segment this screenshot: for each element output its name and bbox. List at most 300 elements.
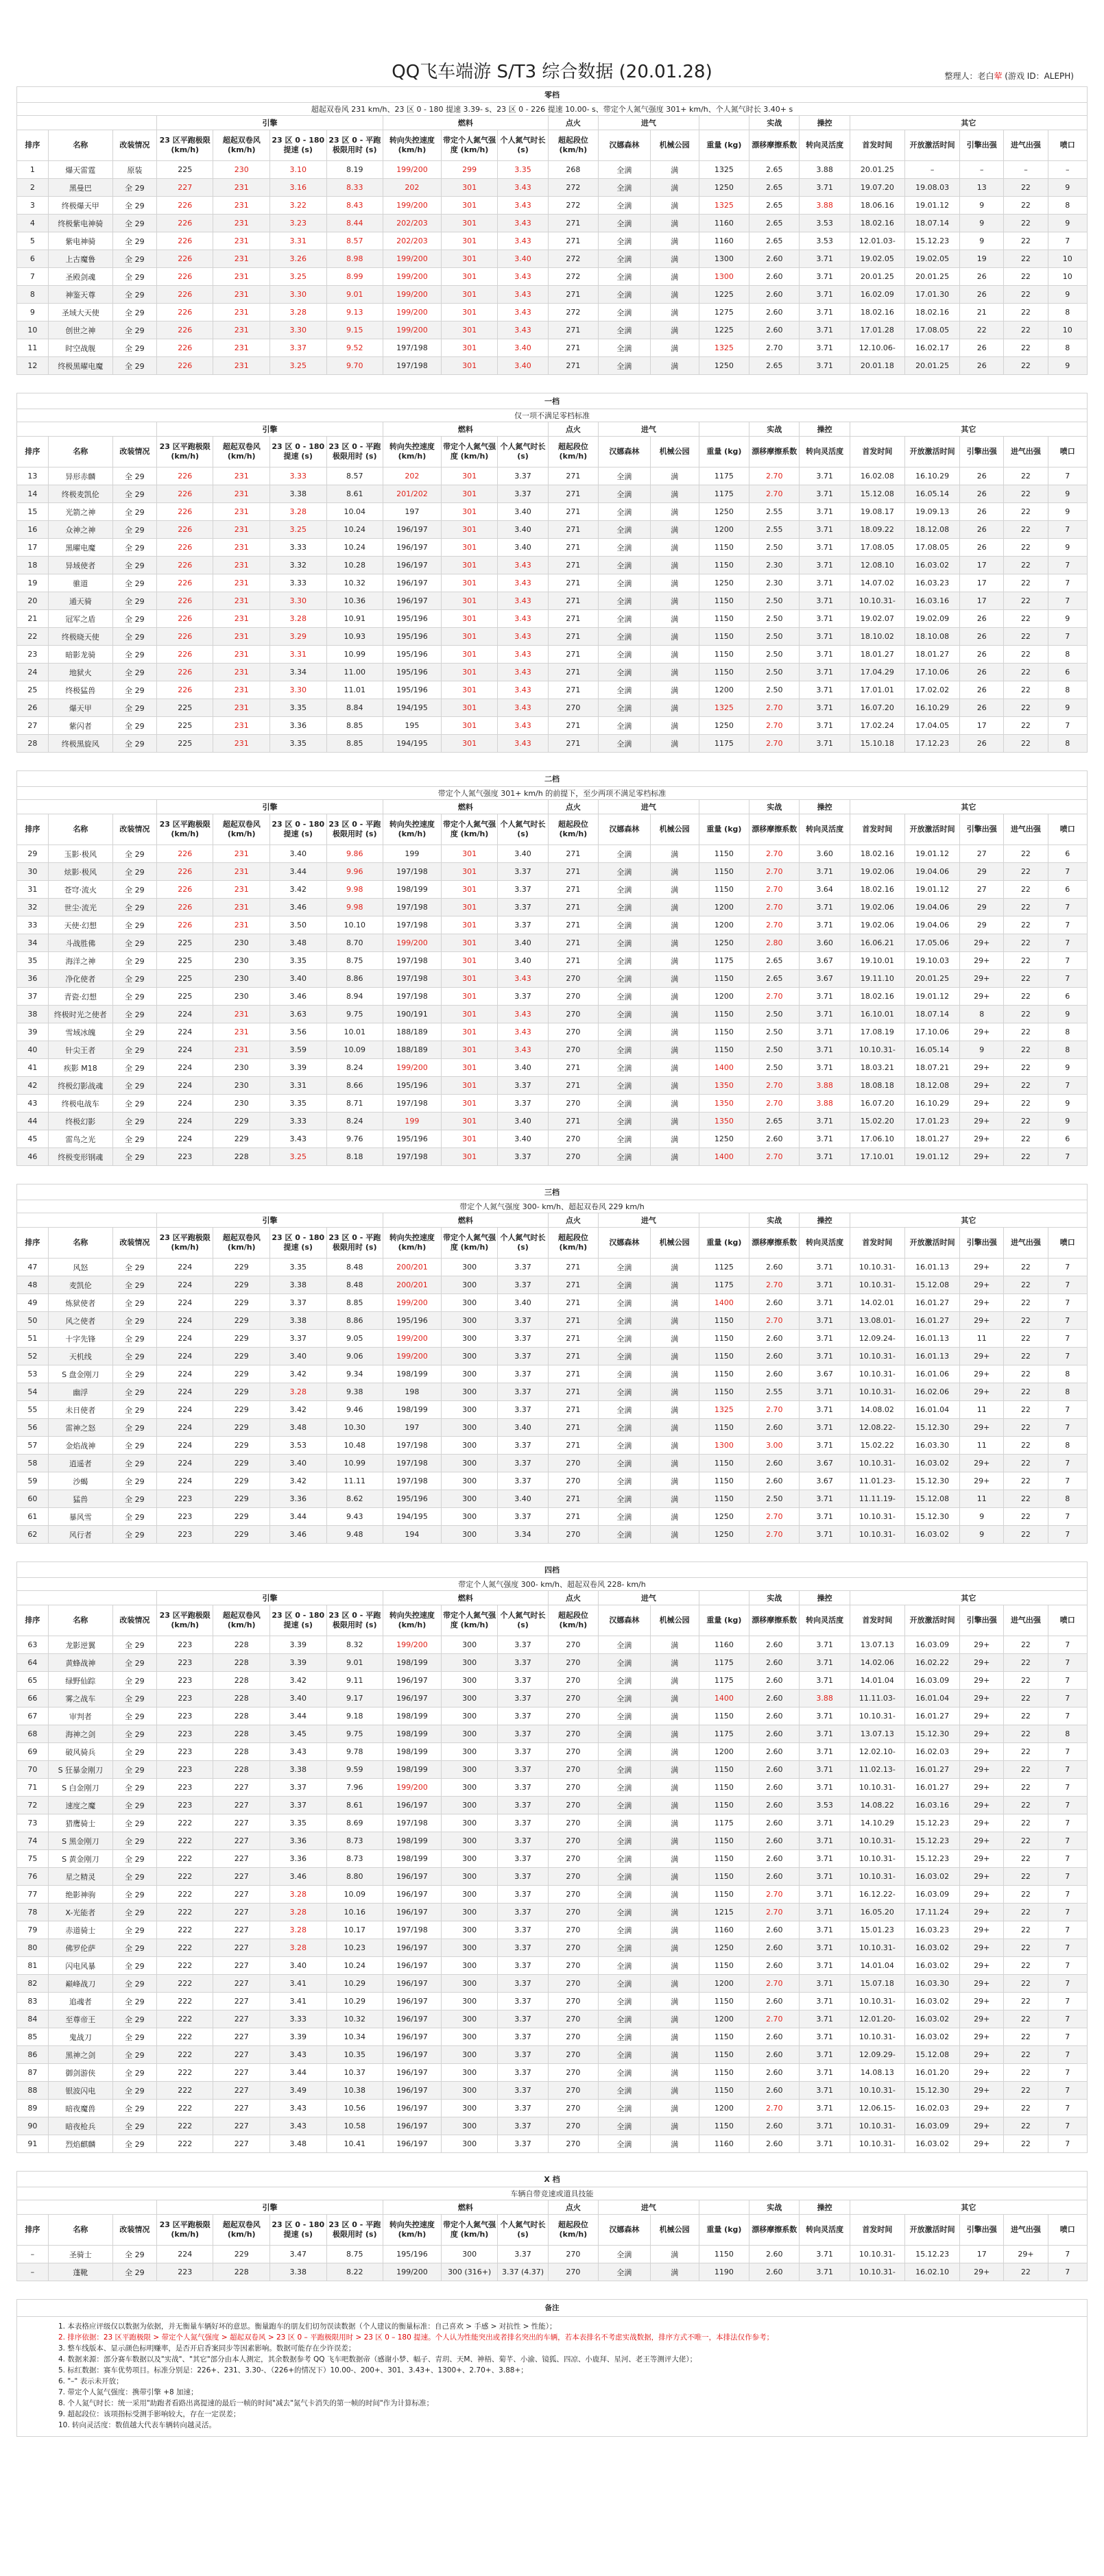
table-row (17, 268, 1088, 286)
table-cell: 全 29 (112, 1419, 156, 1437)
table-cell: 3.28 (270, 304, 327, 321)
table-cell: 9 (1048, 286, 1087, 304)
table-cell: 3.71 (800, 1437, 850, 1455)
table-cell: 8.24 (326, 1113, 383, 1130)
table-cell: 227 (213, 2117, 270, 2135)
table-cell: 1150 (699, 1330, 749, 1348)
table-cell: 7 (1048, 1975, 1087, 1993)
table-cell: 雷神之怒 (48, 1419, 112, 1437)
table-cell: 224 (156, 1294, 213, 1312)
table-cell: 3.44 (270, 1508, 327, 1526)
group-header (699, 1591, 749, 1605)
table-cell: 3.30 (270, 286, 327, 304)
table-cell: 10.37 (326, 2064, 383, 2082)
table-cell: 7 (1048, 1259, 1087, 1276)
table-cell: 2.50 (749, 664, 800, 681)
table-cell: 终极黑旋风 (48, 735, 112, 753)
table-cell: 9.78 (326, 1743, 383, 1761)
table-cell: 15.10.18 (850, 735, 904, 753)
table-cell: 197/198 (383, 952, 442, 970)
table-cell: 3.25 (270, 1148, 327, 1166)
table-cell: 222 (156, 1814, 213, 1832)
table-cell: 227 (213, 1832, 270, 1850)
table-cell: 全满 (599, 161, 651, 179)
table-cell: 22 (1004, 1294, 1048, 1312)
table-cell: 3.71 (800, 1294, 850, 1312)
table-cell: 18.08.18 (850, 1077, 904, 1095)
table-cell: 满 (650, 863, 699, 881)
table-cell: 195/196 (383, 1312, 442, 1330)
table-cell: 300 (441, 1672, 498, 1690)
table-cell: 1175 (699, 467, 749, 485)
table-cell: 195/196 (383, 1077, 442, 1095)
table-cell: 300 (441, 2064, 498, 2082)
table-cell: 20.01.25 (904, 970, 959, 988)
table-cell: 3.37 (498, 1814, 548, 1832)
table-cell: 230 (213, 1095, 270, 1113)
table-cell: 1250 (699, 717, 749, 735)
table-cell: 8.99 (326, 268, 383, 286)
table-cell: 全 29 (112, 1708, 156, 1725)
table-cell: 226 (156, 232, 213, 250)
table-cell: 26 (17, 699, 49, 717)
table-cell: 3.37 (498, 1850, 548, 1868)
table-cell: 16.02.08 (850, 467, 904, 485)
table-cell: 10.24 (326, 1957, 383, 1975)
table-cell: 3.37 (498, 1690, 548, 1708)
column-header: 开放激活时间 (904, 1228, 959, 1259)
table-cell: 271 (548, 592, 598, 610)
column-header: 超起双卷风(km/h) (213, 814, 270, 845)
table-row (17, 2100, 1088, 2117)
table-cell: 3.60 (800, 845, 850, 863)
gap-row (17, 1544, 1088, 1562)
table-cell: 全 29 (112, 1006, 156, 1023)
table-cell: 2.60 (749, 2064, 800, 2082)
table-cell: S 黑金刚刀 (48, 1832, 112, 1850)
table-cell: 全 29 (112, 1868, 156, 1886)
group-header: 操控 (800, 800, 850, 814)
table-cell: 12.09.24- (850, 1330, 904, 1348)
table-cell: 全满 (599, 1921, 651, 1939)
table-cell: 226 (156, 539, 213, 557)
table-row (17, 1921, 1088, 1939)
table-cell: 2.70 (749, 845, 800, 863)
table-cell: 10.35 (326, 2046, 383, 2064)
table-cell: 原装 (112, 161, 156, 179)
table-cell: 29+ (960, 1113, 1004, 1130)
table-cell: 全满 (599, 1508, 651, 1526)
column-header: 进气出强 (1004, 130, 1048, 161)
table-cell: 22 (1004, 539, 1048, 557)
table-cell: 196/197 (383, 1797, 442, 1814)
table-cell: 22 (1004, 952, 1048, 970)
table-cell: 11.11.03- (850, 1690, 904, 1708)
table-cell: 3.37 (498, 2064, 548, 2082)
table-cell: 270 (548, 2046, 598, 2064)
table-cell: 3.71 (800, 2135, 850, 2153)
column-header: 引擎出强 (960, 1228, 1004, 1259)
table-cell: 3.53 (800, 232, 850, 250)
table-cell: 195/196 (383, 628, 442, 646)
table-cell: 2.60 (749, 1868, 800, 1886)
group-header: 引擎 (156, 1591, 383, 1605)
table-cell: 16.03.09 (904, 1672, 959, 1690)
column-header: 超起段位(km/h) (548, 814, 598, 845)
table-cell: 青瓷·幻想 (48, 988, 112, 1006)
table-cell: 9 (960, 215, 1004, 232)
table-cell: 2.65 (749, 215, 800, 232)
table-cell: 金焰战神 (48, 1437, 112, 1455)
table-row (17, 2135, 1088, 2153)
table-cell: 18.07.14 (904, 1006, 959, 1023)
table-cell: 227 (213, 1904, 270, 1921)
table-cell: 300 (441, 1708, 498, 1725)
table-cell: 黑曼巴 (48, 179, 112, 197)
table-cell: 全满 (599, 1455, 651, 1472)
table-cell: 3.43 (498, 717, 548, 735)
table-cell: 3.71 (800, 1904, 850, 1921)
table-cell: 225 (156, 699, 213, 717)
table-cell: 37 (17, 988, 49, 1006)
table-cell: 风之使者 (48, 1312, 112, 1330)
table-cell: 22 (1004, 1921, 1048, 1939)
table-cell: 10.28 (326, 557, 383, 574)
table-cell: 22 (960, 321, 1004, 339)
table-cell: 鬼战刀 (48, 2028, 112, 2046)
group-header: 燃料 (383, 2200, 549, 2215)
table-cell: 9 (960, 232, 1004, 250)
table-cell: 8.57 (326, 232, 383, 250)
table-cell: 1400 (699, 1148, 749, 1166)
table-cell: X-光能者 (48, 1904, 112, 1921)
table-cell: 271 (548, 1401, 598, 1419)
table-cell: 8.61 (326, 485, 383, 503)
tier-subtitle: 带定个人氮气强度 300- km/h、超起双卷风 229 km/h (17, 1200, 1088, 1213)
table-cell: 全满 (599, 1850, 651, 1868)
table-cell: 270 (548, 2135, 598, 2153)
table-row (17, 1365, 1088, 1383)
table-cell: 16.03.02 (904, 1868, 959, 1886)
table-cell: 224 (156, 1437, 213, 1455)
table-cell: 9.59 (326, 1761, 383, 1779)
column-header: 23 区 0 - 平跑极限用时 (s) (326, 814, 383, 845)
table-cell: 2.70 (749, 916, 800, 934)
table-cell: 3.28 (270, 1383, 327, 1401)
table-cell: 2.70 (749, 1975, 800, 1993)
table-cell: 301 (441, 988, 498, 1006)
table-cell: 1250 (699, 1130, 749, 1148)
table-cell: 23 (17, 646, 49, 664)
table-cell: 3.37 (4.37) (498, 2263, 548, 2281)
table-cell: 17 (960, 574, 1004, 592)
table-cell: 7 (1048, 2135, 1087, 2153)
table-cell: 270 (548, 1148, 598, 1166)
table-row (17, 1077, 1088, 1095)
table-cell: 1250 (699, 357, 749, 375)
table-cell: 3.37 (498, 2082, 548, 2100)
table-cell: 300 (441, 1814, 498, 1832)
table-cell: 满 (650, 2064, 699, 2082)
table-cell: 16.03.09 (904, 2117, 959, 2135)
table-cell: 9.86 (326, 845, 383, 863)
table-cell: 9.75 (326, 1006, 383, 1023)
table-cell: 196/197 (383, 2135, 442, 2153)
table-cell: 赤道骑士 (48, 1921, 112, 1939)
group-header: 进气 (599, 1213, 699, 1228)
table-cell: 199/200 (383, 268, 442, 286)
table-cell: 9 (1048, 1006, 1087, 1023)
table-row (17, 161, 1088, 179)
table-cell: 7 (1048, 2064, 1087, 2082)
table-cell: 满 (650, 321, 699, 339)
table-cell: 224 (156, 1059, 213, 1077)
table-cell: 71 (17, 1779, 49, 1797)
table-cell: 3.88 (800, 1095, 850, 1113)
table-cell: 满 (650, 664, 699, 681)
table-cell: 16.02.03 (904, 1743, 959, 1761)
table-cell: 22 (1004, 1383, 1048, 1401)
table-cell: 26 (960, 610, 1004, 628)
table-cell: 13 (960, 179, 1004, 197)
table-cell: 29+ (960, 952, 1004, 970)
table-cell: 8.66 (326, 1077, 383, 1095)
table-cell: 3.43 (498, 1041, 548, 1059)
table-cell: 228 (213, 1743, 270, 1761)
page-title: QQ飞车端游 S/T3 综合数据 (20.01.28) 整理人：老白荤 (游戏 ID：ALEPH) (16, 60, 1088, 84)
table-cell: 3.43 (498, 268, 548, 286)
table-cell: 7 (1048, 574, 1087, 592)
table-cell: 228 (213, 1708, 270, 1725)
table-cell: 满 (650, 2046, 699, 2064)
table-cell: 8.32 (326, 1636, 383, 1654)
table-cell: 8 (1048, 646, 1087, 664)
table-cell: 17.06.10 (850, 1130, 904, 1148)
table-cell: 19.04.06 (904, 916, 959, 934)
group-header: 其它 (850, 1213, 1087, 1228)
table-cell: 1150 (699, 2246, 749, 2263)
table-cell: 2.70 (749, 1508, 800, 1526)
table-cell: 229 (213, 1383, 270, 1401)
table-cell: 16.03.30 (904, 1437, 959, 1455)
table-cell: 8.98 (326, 250, 383, 268)
table-cell: 3.71 (800, 1006, 850, 1023)
table-cell: 全 29 (112, 485, 156, 503)
table-cell: 全 29 (112, 304, 156, 321)
table-row (17, 916, 1088, 934)
column-header: 个人氮气时长 (s) (498, 1605, 548, 1636)
column-header: 汉娜森林 (599, 814, 651, 845)
table-cell: 231 (213, 339, 270, 357)
table-cell: 终极爆天甲 (48, 197, 112, 215)
table-cell: 270 (548, 1526, 598, 1544)
group-header (17, 800, 157, 814)
table-cell: 全满 (599, 179, 651, 197)
table-cell: 226 (156, 592, 213, 610)
table-cell: 53 (17, 1365, 49, 1383)
table-cell: 222 (156, 1993, 213, 2010)
table-cell: 10.10.31- (850, 1939, 904, 1957)
tier-title: X 档 (17, 2172, 1088, 2187)
table-cell: 22 (1004, 1725, 1048, 1743)
table-cell: 270 (548, 1850, 598, 1868)
table-cell: 271 (548, 916, 598, 934)
table-cell: 幽浮 (48, 1383, 112, 1401)
table-cell: 满 (650, 304, 699, 321)
table-row (17, 1276, 1088, 1294)
table-cell: 通天骑 (48, 592, 112, 610)
table-cell: 22 (1004, 1761, 1048, 1779)
table-cell: 18 (17, 557, 49, 574)
table-cell: 3.43 (498, 628, 548, 646)
table-cell: 全 29 (112, 197, 156, 215)
table-cell: 满 (650, 934, 699, 952)
table-cell: 300 (441, 2028, 498, 2046)
table-cell: 16.03.02 (904, 1957, 959, 1975)
table-cell: 满 (650, 988, 699, 1006)
group-header: 进气 (599, 116, 699, 130)
table-cell: 3.37 (270, 1779, 327, 1797)
column-header: 机械公园 (650, 437, 699, 467)
group-header: 点火 (548, 1591, 598, 1605)
table-cell: 15.12.23 (904, 1832, 959, 1850)
table-cell: 7 (1048, 592, 1087, 610)
table-cell: 3.71 (800, 2100, 850, 2117)
table-cell: 231 (213, 232, 270, 250)
column-header: 开放激活时间 (904, 2215, 959, 2246)
note-line: 4. 数据来源：部分赛车数据以及"实战"、"其它"部分由本人测定，其余数据参考 QQ 飞车吧数据帝（感谢小梦、幅子、青玥、天M、神梧、菊芊、小渝、镜狐、四凉、小鹿拜、星河、老王等测评大佬）； (58, 2355, 697, 2364)
table-cell: 3.37 (498, 1975, 548, 1993)
column-header: 名称 (48, 1228, 112, 1259)
table-cell: 爆天雷霆 (48, 161, 112, 179)
table-row (17, 1814, 1088, 1832)
table-cell: 全 29 (112, 1294, 156, 1312)
table-cell: 满 (650, 2100, 699, 2117)
table-cell: 16.03.02 (904, 1455, 959, 1472)
table-cell: 3.71 (800, 1975, 850, 1993)
table-cell: 1150 (699, 1023, 749, 1041)
table-cell: 7 (1048, 1312, 1087, 1330)
table-cell: 10.38 (326, 2082, 383, 2100)
group-header: 燃料 (383, 1591, 549, 1605)
table-cell: 冠军之盾 (48, 610, 112, 628)
table-cell: 3.37 (498, 1348, 548, 1365)
table-cell: 197/198 (383, 1814, 442, 1832)
table-cell: 29+ (960, 1975, 1004, 1993)
table-cell: 22 (1004, 1259, 1048, 1276)
table-cell: S 黄金刚刀 (48, 1850, 112, 1868)
group-header (699, 422, 749, 437)
table-cell: 全 29 (112, 1059, 156, 1077)
table-cell: 2.60 (749, 2082, 800, 2100)
table-cell: 19.02.09 (904, 610, 959, 628)
table-cell: 2.60 (749, 2246, 800, 2263)
table-cell: 198/199 (383, 1365, 442, 1383)
table-cell: 7 (1048, 2100, 1087, 2117)
table-cell: 2.60 (749, 1654, 800, 1672)
table-cell: 15.12.23 (904, 1850, 959, 1868)
table-cell: 满 (650, 916, 699, 934)
table-cell: 9.48 (326, 1526, 383, 1544)
table-cell: 15.12.08 (850, 485, 904, 503)
table-cell: 全满 (599, 1077, 651, 1095)
table-cell: 300 (441, 2246, 498, 2263)
table-cell: 满 (650, 1975, 699, 1993)
column-header: 23 区 0 - 180 提速 (s) (270, 1605, 327, 1636)
table-cell: 3.36 (270, 1850, 327, 1868)
table-cell: 301 (441, 845, 498, 863)
table-cell: 22 (1004, 1832, 1048, 1850)
table-cell: 17.08.19 (850, 1023, 904, 1041)
table-cell: 16.01.04 (904, 1690, 959, 1708)
table-cell: 9.70 (326, 357, 383, 375)
table-cell: 17 (960, 592, 1004, 610)
table-cell: 51 (17, 1330, 49, 1348)
column-header: 排序 (17, 2215, 49, 2246)
table-cell: 199/200 (383, 1330, 442, 1348)
table-cell: 2.70 (749, 339, 800, 357)
table-cell: 7 (1048, 1814, 1087, 1832)
table-cell: 22 (1004, 1472, 1048, 1490)
table-cell: 3.35 (270, 1814, 327, 1832)
table-cell: 3.37 (498, 1761, 548, 1779)
table-cell: 16.03.02 (904, 2135, 959, 2153)
table-cell: 1175 (699, 1814, 749, 1832)
table-cell: 12.06.15- (850, 2100, 904, 2117)
table-cell: 199/200 (383, 250, 442, 268)
table-cell: 7 (1048, 970, 1087, 988)
table-cell: 226 (156, 268, 213, 286)
table-cell: 300 (441, 2010, 498, 2028)
table-cell: 231 (213, 916, 270, 934)
table-cell: 2.65 (749, 232, 800, 250)
table-cell: 3.56 (270, 1023, 327, 1041)
table-cell: 271 (548, 1383, 598, 1401)
table-cell: 199/200 (383, 1779, 442, 1797)
column-header: 改装情况 (112, 437, 156, 467)
table-cell: 全 29 (112, 646, 156, 664)
table-cell: 227 (213, 1797, 270, 1814)
table-cell: 全 29 (112, 735, 156, 753)
table-cell: 满 (650, 1437, 699, 1455)
table-cell: 1150 (699, 1348, 749, 1365)
table-cell: 17.08.05 (850, 539, 904, 557)
table-row (17, 304, 1088, 321)
group-header: 进气 (599, 1591, 699, 1605)
column-header: 转向灵活度 (800, 1228, 850, 1259)
table-cell: 3.67 (800, 952, 850, 970)
table-cell: 满 (650, 1708, 699, 1725)
table-cell: 29+ (960, 1654, 1004, 1672)
table-cell: 227 (213, 2046, 270, 2064)
table-cell: 3.43 (498, 179, 548, 197)
table-cell: 14.01.04 (850, 1957, 904, 1975)
table-cell: 15.12.23 (904, 1814, 959, 1832)
table-cell: 16.03.16 (904, 1797, 959, 1814)
table-cell: 228 (213, 1725, 270, 1743)
note-line: 5. 标红数据：赛车优势项目。标准分别是：226+、231、3.30-、（226+的情况下）10.00-、200+、301、3.43+、1300+、2.70+、3.88+； (58, 2366, 528, 2374)
table-cell: 3.28 (270, 1886, 327, 1904)
table-cell: 301 (441, 970, 498, 988)
table-cell: 3.40 (498, 1490, 548, 1508)
tier-title: 三档 (17, 1184, 1088, 1200)
table-cell: 197/198 (383, 357, 442, 375)
table-cell: 满 (650, 1868, 699, 1886)
table-cell: 全 29 (112, 899, 156, 916)
table-cell: 230 (213, 1059, 270, 1077)
group-header (17, 2200, 157, 2215)
table-cell: 202 (383, 467, 442, 485)
